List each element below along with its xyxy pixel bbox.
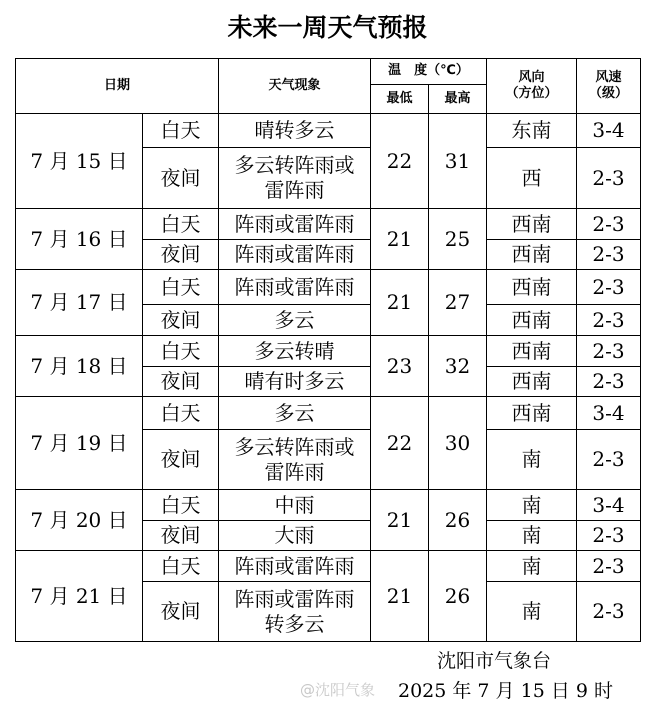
date-cell: 7 月 18 日	[16, 336, 143, 397]
forecast-table	[15, 58, 641, 642]
weather-cell: 多云	[219, 397, 371, 430]
wind-speed-cell: 2-3	[577, 270, 641, 305]
temp-low-cell: 21	[371, 209, 429, 270]
period-cell: 白天	[143, 490, 219, 521]
wind-speed-cell: 2-3	[577, 430, 641, 490]
header-wind-speed-label: 风速	[595, 69, 622, 85]
date-cell: 7 月 21 日	[16, 551, 143, 642]
header-wind-speed	[577, 59, 641, 114]
wind-speed-cell: 2-3	[577, 367, 641, 397]
weather-cell: 多云	[219, 305, 371, 336]
forecast-row	[16, 490, 641, 521]
wind-speed-cell: 2-3	[577, 305, 641, 336]
date-cell: 7 月 16 日	[16, 209, 143, 270]
temp-low-cell: 21	[371, 551, 429, 642]
period-cell: 夜间	[143, 367, 219, 397]
period-cell: 白天	[143, 551, 219, 582]
wind-direction-cell: 东南	[487, 114, 577, 148]
temp-high-cell: 27	[429, 270, 487, 336]
wind-direction-cell: 西南	[487, 240, 577, 270]
period-cell: 白天	[143, 114, 219, 148]
period-cell: 白天	[143, 336, 219, 367]
issue-time: 2025 年 7 月 15 日 9 时	[398, 680, 613, 702]
forecast-row	[16, 114, 641, 148]
wind-direction-cell: 西南	[487, 305, 577, 336]
weather-cell: 阵雨或雷阵雨转多云	[219, 582, 371, 642]
wind-direction-cell: 南	[487, 521, 577, 551]
temp-high-cell: 26	[429, 490, 487, 551]
temp-low-cell: 22	[371, 114, 429, 209]
weather-cell: 大雨	[219, 521, 371, 551]
period-cell: 白天	[143, 397, 219, 430]
forecast-body	[16, 114, 641, 642]
temp-high-cell: 26	[429, 551, 487, 642]
wind-direction-cell: 西南	[487, 270, 577, 305]
weather-cell: 阵雨或雷阵雨	[219, 551, 371, 582]
wind-direction-cell: 南	[487, 582, 577, 642]
weather-cell: 阵雨或雷阵雨	[219, 209, 371, 240]
wind-speed-cell: 2-3	[577, 240, 641, 270]
date-cell: 7 月 19 日	[16, 397, 143, 490]
header-high: 最高	[429, 85, 487, 114]
wind-direction-cell: 南	[487, 490, 577, 521]
wind-speed-cell: 2-3	[577, 148, 641, 209]
period-cell: 夜间	[143, 305, 219, 336]
temp-high-cell: 31	[429, 114, 487, 209]
wind-speed-cell: 3-4	[577, 114, 641, 148]
forecast-row	[16, 336, 641, 367]
period-cell: 夜间	[143, 582, 219, 642]
issuing-organization: 沈阳市气象台	[437, 650, 552, 672]
weather-cell: 多云转阵雨或雷阵雨	[219, 430, 371, 490]
period-cell: 夜间	[143, 521, 219, 551]
temp-low-cell: 23	[371, 336, 429, 397]
date-cell: 7 月 17 日	[16, 270, 143, 336]
date-cell: 7 月 15 日	[16, 114, 143, 209]
period-cell: 夜间	[143, 240, 219, 270]
temp-high-cell: 25	[429, 209, 487, 270]
forecast-row	[16, 551, 641, 582]
wind-direction-cell: 西南	[487, 209, 577, 240]
header-wind-speed-unit: （级）	[589, 86, 629, 101]
weather-cell: 阵雨或雷阵雨	[219, 270, 371, 305]
forecast-row	[16, 397, 641, 430]
wind-direction-cell: 西南	[487, 397, 577, 430]
wind-speed-cell: 2-3	[577, 336, 641, 367]
forecast-row	[16, 209, 641, 240]
wind-direction-cell: 西南	[487, 336, 577, 367]
wind-speed-cell: 2-3	[577, 521, 641, 551]
weather-cell: 多云转晴	[219, 336, 371, 367]
temp-low-cell: 21	[371, 490, 429, 551]
wind-speed-cell: 2-3	[577, 551, 641, 582]
weather-cell: 晴转多云	[219, 114, 371, 148]
wind-speed-cell: 2-3	[577, 209, 641, 240]
wind-direction-cell: 南	[487, 551, 577, 582]
temp-low-cell: 22	[371, 397, 429, 490]
period-cell: 白天	[143, 270, 219, 305]
wind-speed-cell: 3-4	[577, 397, 641, 430]
wind-speed-cell: 2-3	[577, 582, 641, 642]
header-wind-direction	[487, 59, 577, 114]
weather-cell: 中雨	[219, 490, 371, 521]
period-cell: 白天	[143, 209, 219, 240]
header-temperature: 温 度（℃）	[371, 59, 487, 85]
weather-cell: 多云转阵雨或雷阵雨	[219, 148, 371, 209]
period-cell: 夜间	[143, 148, 219, 209]
temp-high-cell: 32	[429, 336, 487, 397]
page-title: 未来一周天气预报	[227, 13, 428, 42]
date-cell: 7 月 20 日	[16, 490, 143, 551]
weather-cell: 阵雨或雷阵雨	[219, 240, 371, 270]
header-low: 最低	[371, 85, 429, 114]
temp-low-cell: 21	[371, 270, 429, 336]
watermark: @沈阳气象	[300, 681, 376, 699]
header-wind-direction-unit: （方位）	[505, 86, 558, 101]
weather-cell: 晴有时多云	[219, 367, 371, 397]
period-cell: 夜间	[143, 430, 219, 490]
wind-speed-cell: 3-4	[577, 490, 641, 521]
wind-direction-cell: 西	[487, 148, 577, 209]
wind-direction-cell: 南	[487, 430, 577, 490]
wind-direction-cell: 西南	[487, 367, 577, 397]
temp-high-cell: 30	[429, 397, 487, 490]
header-weather: 天气现象	[219, 59, 371, 114]
forecast-row	[16, 270, 641, 305]
header-wind-direction-label: 风向	[518, 69, 545, 85]
header-date: 日期	[16, 59, 219, 114]
